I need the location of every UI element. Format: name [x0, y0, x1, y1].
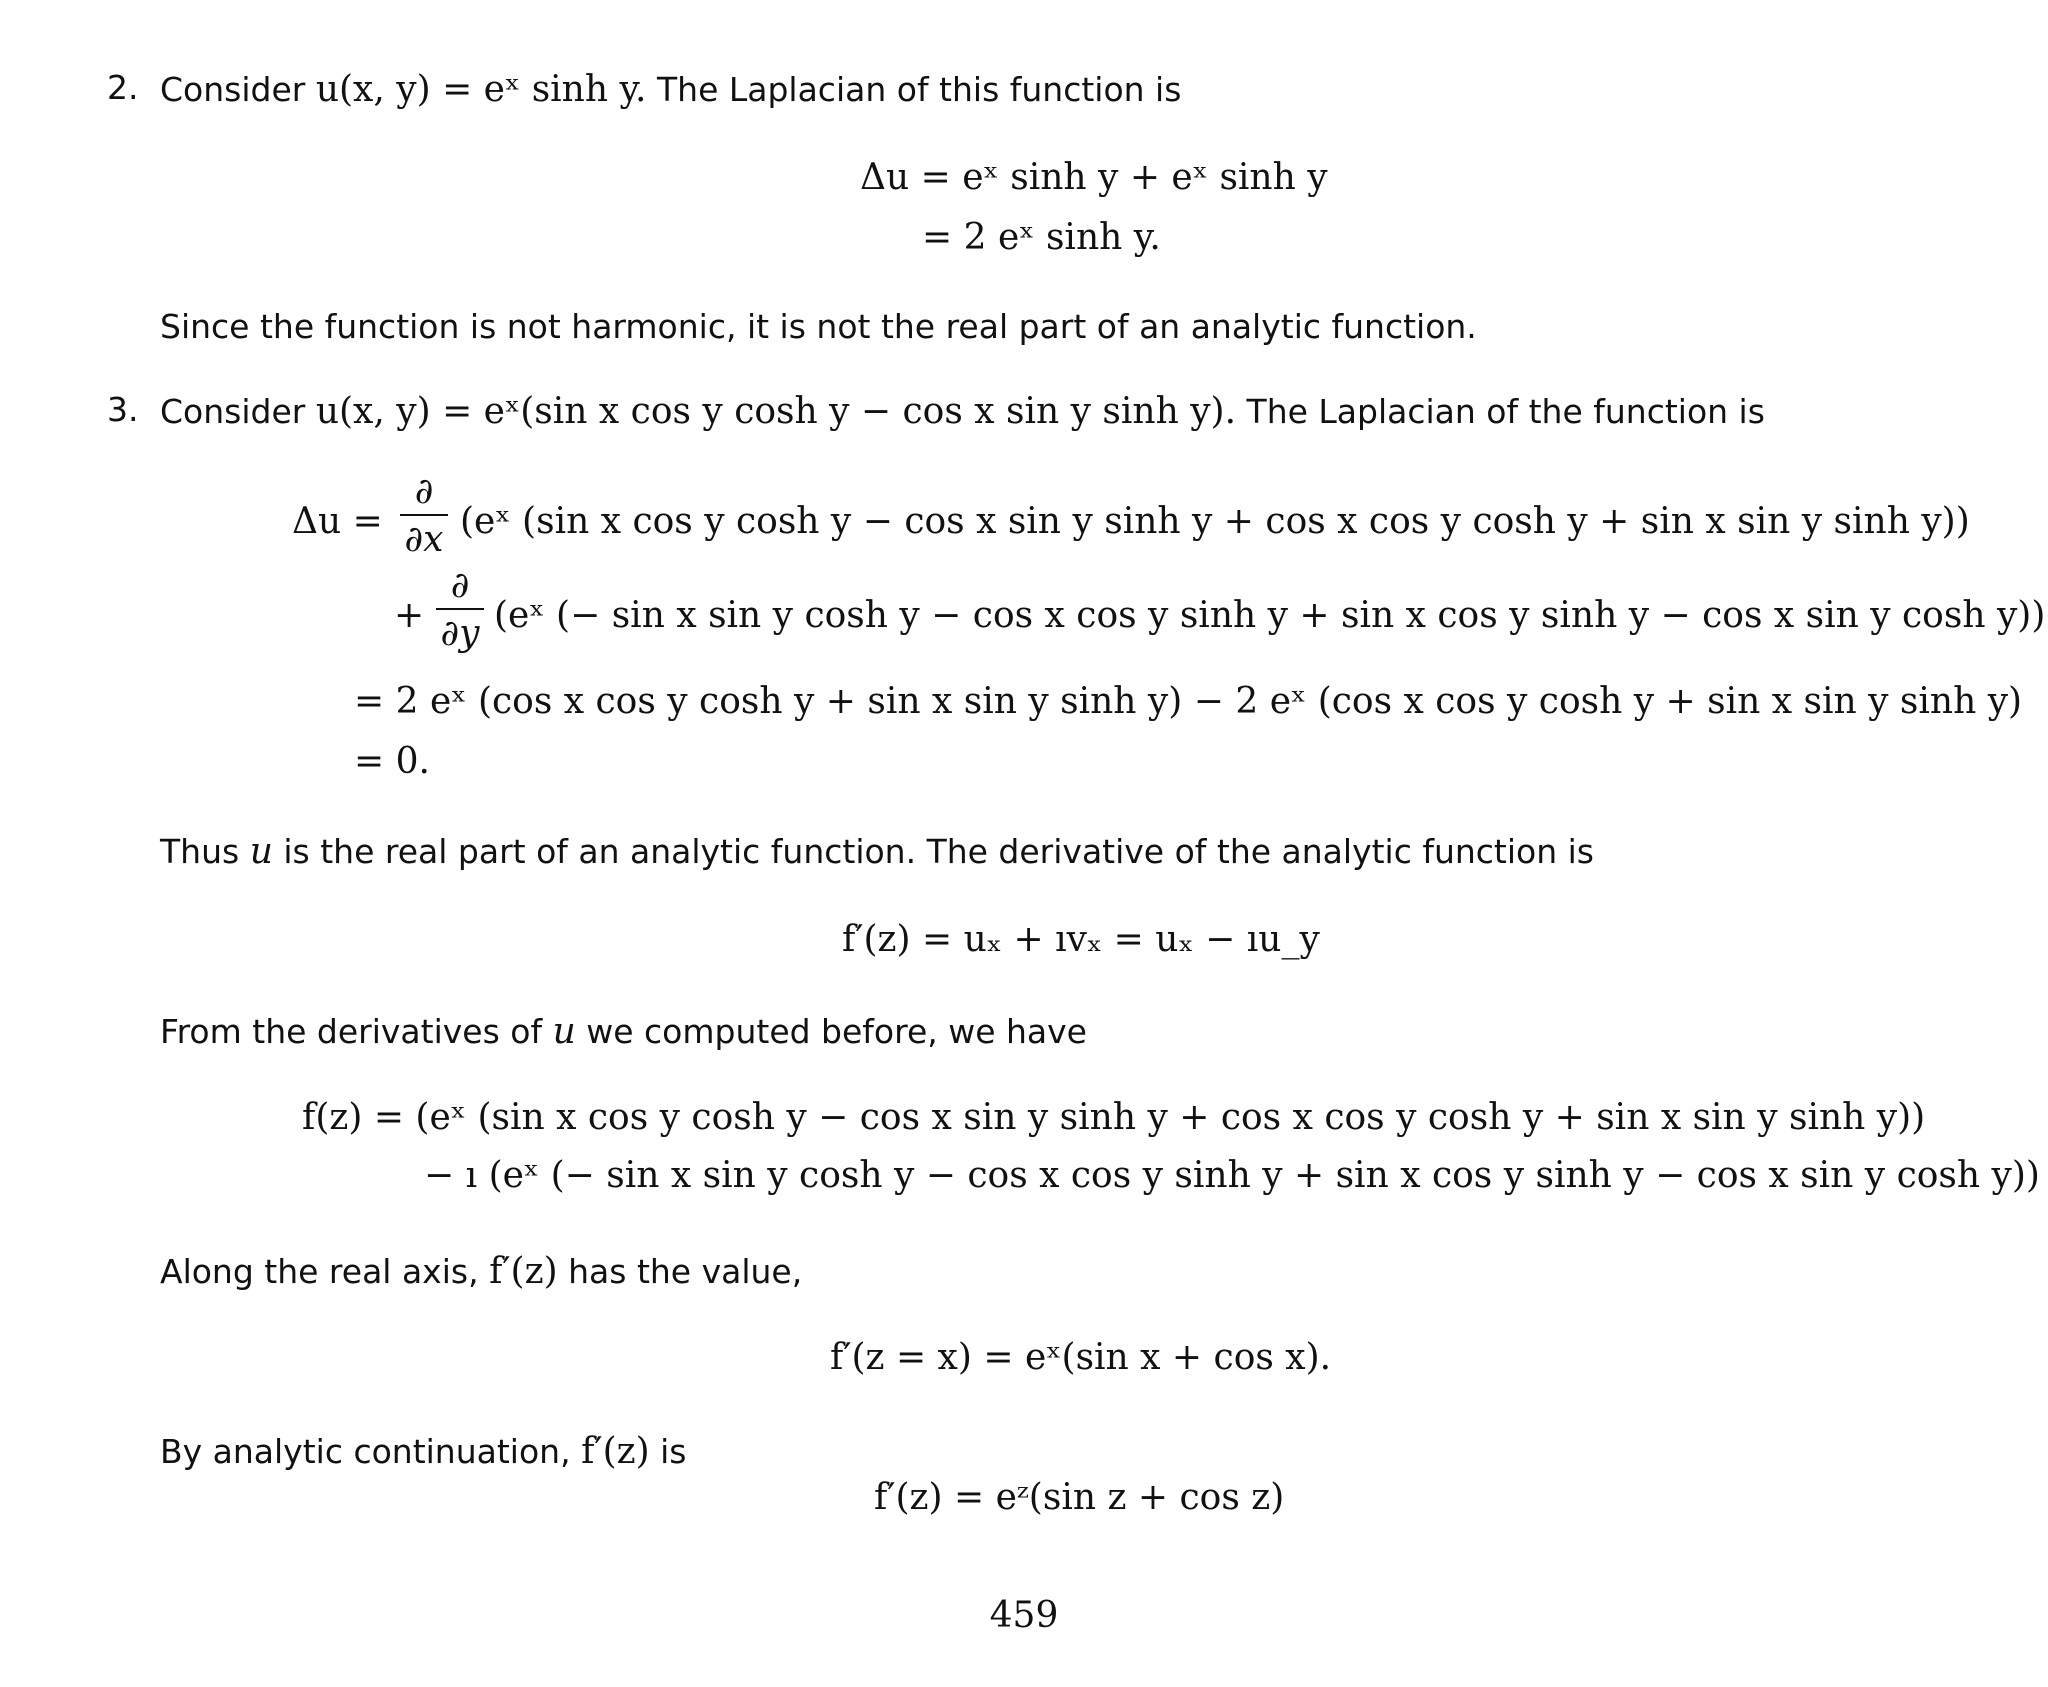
item-3-intro	[160, 390, 1765, 434]
thus-paragraph	[160, 830, 1594, 874]
item-2-intro-lead: Consider	[160, 70, 306, 109]
from-variable: u	[552, 1011, 576, 1052]
item-3-intro-rest: The Laplacian of the function is	[1246, 392, 1765, 431]
partial-y-fraction	[436, 566, 484, 654]
thus-rest: is the real part of an analytic function. The derivative of the analytic function is	[283, 832, 1594, 871]
item-2-laplacian-eq-line-1: Δu = eˣ sinh y + eˣ sinh y	[860, 157, 1328, 198]
along-rest: has the value,	[568, 1252, 803, 1291]
partial-y-numerator: ∂	[450, 565, 470, 606]
derivative-equation: f′(z) = uₓ + ıvₓ = uₓ − ıu_y	[842, 919, 1320, 960]
item-2-number: 2.	[107, 68, 139, 107]
along-lead: Along the real axis,	[160, 1252, 479, 1291]
item-3-intro-lead: Consider	[160, 392, 306, 431]
laplacian-line-1: (eˣ (sin x cos y cosh y − cos x sin y sinh y + cos x cos y cosh y + sin x sin y sinh y))	[460, 501, 1970, 542]
from-paragraph	[160, 1010, 1087, 1054]
item-3-number: 3.	[107, 390, 139, 429]
f-definition-line-1: f(z) = (eˣ (sin x cos y cosh y − cos x sin y sinh y + cos x cos y cosh y + sin x sin y sinh y))	[302, 1097, 1926, 1138]
f-definition-line-2: − ı (eˣ (− sin x sin y cosh y − cos x cos y sinh y + sin x cos y sinh y − cos x sin y cosh y))	[424, 1155, 2040, 1196]
item-2-function-math: u(x, y) = eˣ sinh y.	[315, 69, 647, 110]
laplacian-lhs: Δu =	[292, 501, 383, 542]
along-math: f′(z)	[489, 1251, 558, 1292]
partial-x-fraction	[400, 472, 448, 560]
thus-variable: u	[249, 831, 273, 872]
laplacian-line-3: = 2 eˣ (cos x cos y cosh y + sin x sin y sinh y) − 2 eˣ (cos x cos y cosh y + sin x sin y sinh y)	[354, 681, 2023, 722]
partial-x-denominator: ∂x	[404, 519, 444, 560]
fraction-bar	[436, 608, 484, 610]
item-2-intro-rest: The Laplacian of this function is	[657, 70, 1182, 109]
continuation-lead: By analytic continuation,	[160, 1432, 571, 1471]
laplacian-line-2: (eˣ (− sin x sin y cosh y − cos x cos y sinh y + sin x cos y sinh y − cos x sin y cosh y))	[494, 595, 2046, 636]
item-3-function-math: u(x, y) = eˣ(sin x cos y cosh y − cos x sin y sinh y).	[315, 391, 1237, 432]
laplacian-line-4: = 0.	[354, 741, 430, 782]
item-2-intro	[160, 68, 1181, 112]
page-number: 459	[989, 1595, 1059, 1636]
item-2-conclusion: Since the function is not harmonic, it is not the real part of an analytic function.	[160, 307, 1477, 346]
plus-sign: +	[394, 595, 425, 636]
continuation-rest: is	[660, 1432, 687, 1471]
from-rest: we computed before, we have	[586, 1012, 1087, 1051]
real-axis-equation: f′(z = x) = eˣ(sin x + cos x).	[830, 1337, 1332, 1378]
fraction-bar	[400, 514, 448, 516]
partial-x-numerator: ∂	[414, 471, 434, 512]
final-equation: f′(z) = eᶻ(sin z + cos z)	[874, 1477, 1285, 1518]
thus-lead: Thus	[160, 832, 240, 871]
continuation-paragraph	[160, 1430, 687, 1474]
partial-y-denominator: ∂y	[440, 613, 480, 654]
from-lead: From the derivatives of	[160, 1012, 543, 1051]
item-2-laplacian-eq-line-2: = 2 eˣ sinh y.	[922, 217, 1161, 258]
continuation-math: f′(z)	[581, 1431, 650, 1472]
along-paragraph	[160, 1250, 802, 1294]
